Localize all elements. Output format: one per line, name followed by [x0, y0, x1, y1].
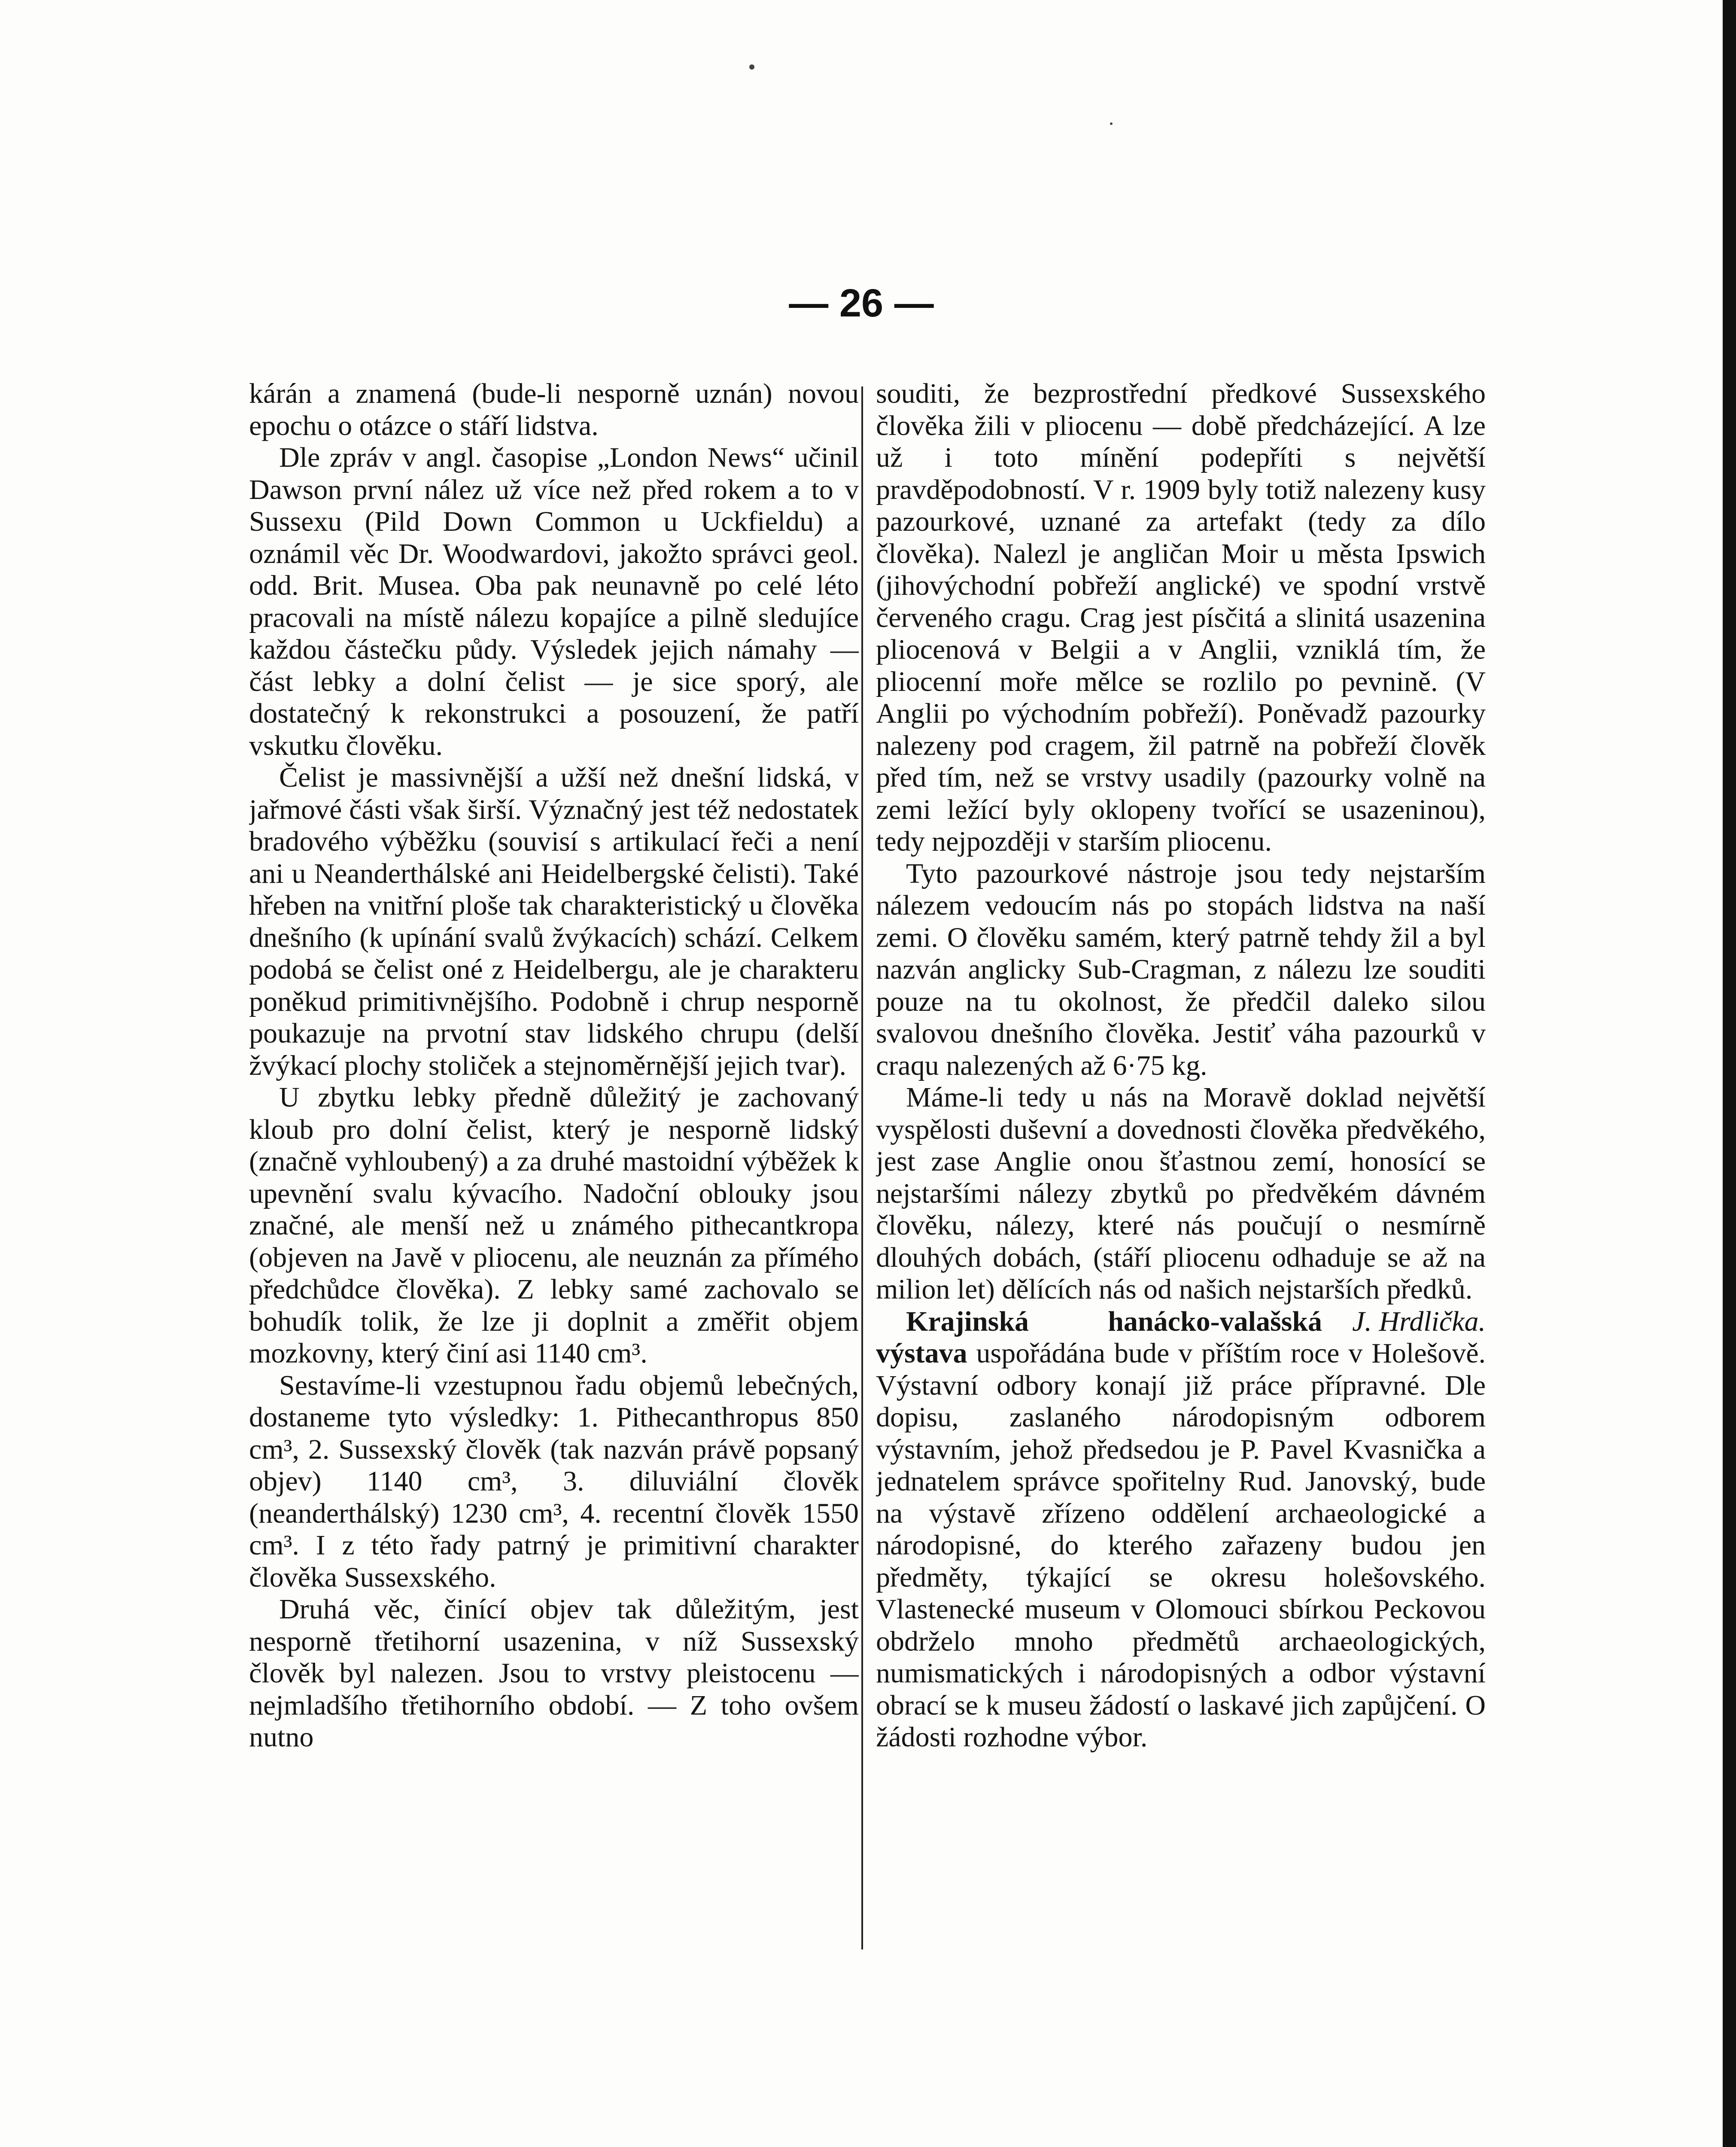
right-column: [876, 378, 1486, 2147]
paragraph: souditi, že bezprostřední předkové Sussexského člověka žili v pliocenu — době předcházející. A lze už i toto mínění podepříti s největší pravděpodobností. V r. 1909 byly totiž nalezeny kusy pazourkové, uznané za artefakt (tedy za dílo člověka). Nalezl je angličan Moir u města Ipswich (jihovýchodní pobřeží anglické) ve spodní vrstvě červeného cragu. Crag jest písčitá a slinitá usazenina pliocenová v Belgii a v Anglii, vzniklá tím, že pliocenní moře mělce se rozlilo po pevnině. (V Anglii po východním pobřeží). Poněvadž pazourky nalezeny pod cragem, žil patrně na pobřeží člověk před tím, než se vrstvy usadily (pazourky volně na zemi ležící byly oklopeny tvořící se usazeninou), tedy nejpozději v starším pliocenu.: [876, 378, 1486, 857]
paragraph: Sestavíme-li vzestupnou řadu objemů lebečných, dostaneme tyto výsledky: 1. Pithecanthropus 850 cm³, 2. Sussexský člověk (tak nazván právě popsaný objev) 1140 cm³, 3. diluviální člověk (neanderthálský) 1230 cm³, 4. recentní člověk 1550 cm³. I z této řady patrný je primitivní charakter člověka Sussexského.: [249, 1369, 859, 1593]
section-body: uspořádána bude v příštím roce v Holešově. Výstavní odbory konají již práce přípravné. Dle dopisu, zaslaného národopisným odborem výstavním, jehož předsedou je P. Pavel Kvasnička a jednatelem správce spořitelny Rud. Janovský, bude na výstavě zřízeno oddělení archaeologické a národopisné, do kterého zařazeny budou jen předměty, týkající se okresu holešovského. Vlastenecké museum v Olomouci sbírkou Peckovou obdrželo mnoho předmětů archaeologických, numismatických i národopisných a odbor výstavní obrací se k museu žádostí o laskavé jich zapůjčení. O žádosti rozhodne výbor.: [876, 1338, 1486, 1753]
news-item: [876, 1306, 1486, 1754]
dust-speck: [749, 64, 754, 70]
page-number: — 26 —: [789, 281, 934, 325]
paragraph: kárán a znamená (bude-li nesporně uznán) novou epochu o otázce o stáří lidstva.: [249, 378, 859, 441]
paragraph: Dle zpráv v angl. časopise „London News“ učinil Dawson první nález už více než před rokem a to v Sussexu (Pild Down Common u Uckfieldu) a oznámil věc Dr. Woodwardovi, jakožto správci geol. odd. Brit. Musea. Oba pak neunavně po celé léto pracovali na místě nálezu kopajíce a pilně sledujíce každou částečku půdy. Výsledek jejich námahy — část lebky a dolní čelist — je sice sporý, ale dostatečný k rekonstrukci a posouzení, že patří vskutku člověku.: [249, 442, 859, 761]
left-column: [249, 378, 859, 2147]
author-signature: J. Hrdlička.: [1352, 1305, 1486, 1337]
scan-edge: [1723, 0, 1736, 2147]
paragraph-text: Máme-li tedy u nás na Moravě doklad největší vyspělosti duševní a dovednosti člověka předvěkého, jest zase Anglie onou šťastnou zemí, honosící se nejstaršími nálezy zbytků po předvěkém dávném člověku, nálezy, které nás poučují o nesmírně dlouhých dobách, (stáří pliocenu odhaduje se až na milion let) dělících nás od našich nejstarších předků.: [876, 1082, 1486, 1305]
dust-speck: [1110, 122, 1113, 125]
section-heading: Krajinská hanácko-valašská výstava: [876, 1305, 1323, 1369]
paragraph: Čelist je massivnější a užší než dnešní lidská, v jařmové části však širší. Význačný jest též nedostatek bradového výběžku (souvisí s artikulací řeči a není ani u Neanderthálské ani Heidelbergské čelisti). Také hřeben na vnitřní ploše tak charakteristický u člověka dnešního (k upínání svalů žvýkacích) schází. Celkem podobá se čelist oné z Heidelbergu, ale je charakteru poněkud primitivnějšího. Podobně i chrup nesporně poukazuje na prvotní stav lidského chrupu (delší žvýkací plochy stoliček a stejnoměrnější jejich tvar).: [249, 762, 859, 1081]
column-divider: [861, 386, 863, 1949]
paragraph: U zbytku lebky předně důležitý je zachovaný kloub pro dolní čelist, který je nesporně lidský (značně vyhloubený) a za druhé mastoidní výběžek k upevnění svalu kývacího. Nadoční oblouky jsou značné, ale menší než u známého pithecantkropa (objeven na Javě v pliocenu, ale neuznán za přímého předchůdce člověka). Z lebky samé zachovalo se bohudík tolik, že lze ji doplnit a změřit objem mozkovny, který činí asi 1140 cm³.: [249, 1082, 859, 1369]
paragraph: Druhá věc, činící objev tak důležitým, jest nesporně třetihorní usazenina, v níž Sussexský člověk byl nalezen. Jsou to vrstvy pleistocenu — nejmladšího třetihorního období. — Z toho ovšem nutno: [249, 1594, 859, 1753]
paragraph: Tyto pazourkové nástroje jsou tedy nejstarším nálezem vedoucím nás po stopách lidstva na naší zemi. O člověku samém, který patrně tehdy žil a byl nazván anglicky Sub-Cragman, z nálezu lze souditi pouze na tu okolnost, že předčil daleko silou svalovou dnešního člověka. Jestiť váha pazourků v craqu nalezených až 6·75 kg.: [876, 858, 1486, 1081]
